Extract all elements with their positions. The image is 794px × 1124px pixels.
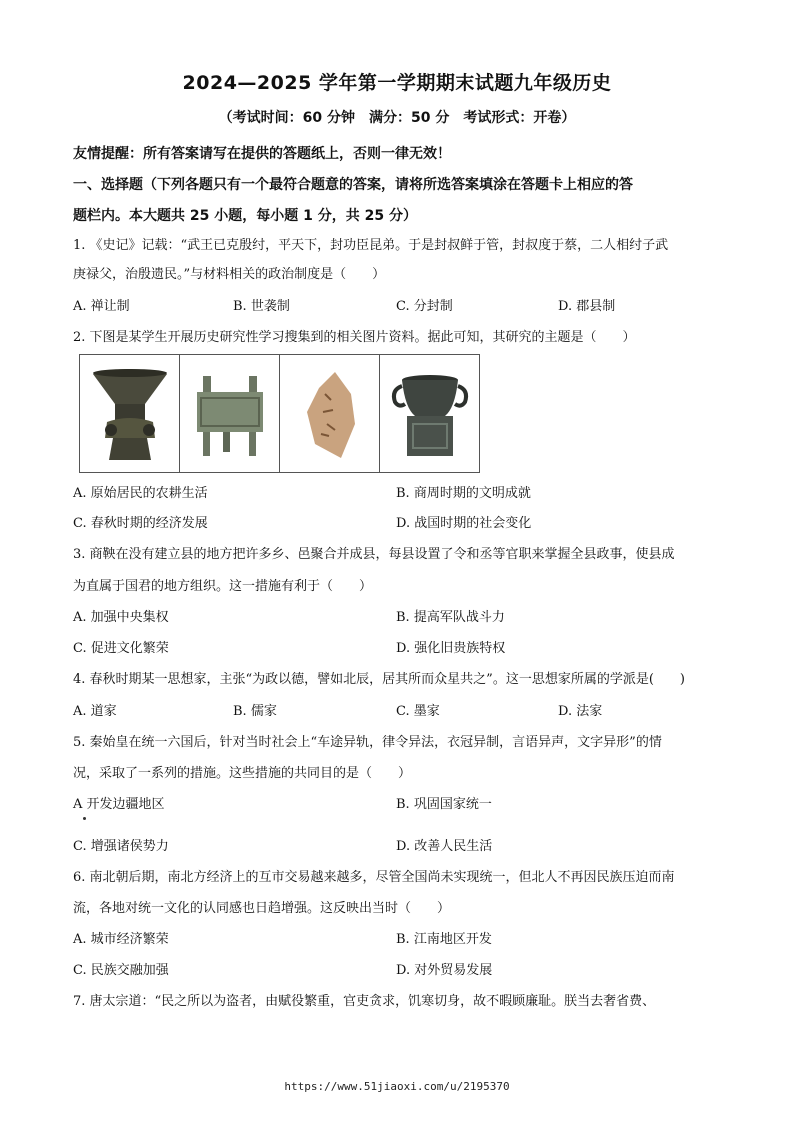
q1-stem-2: 庚禄父，治殷遗民。”与材料相关的政治制度是（ ） xyxy=(73,267,386,282)
exam-title: 2024—2025 学年第一学期期末试题九年级历史 xyxy=(182,72,612,94)
q1-option-d: D. 郡县制 xyxy=(558,299,616,314)
q1-stem-1: 1. 《史记》记载：“武王已克殷纣，平天下，封功臣昆弟。于是封叔鲜于管，封叔度于蔡，二人相纣子武 xyxy=(73,238,669,253)
q2-option-b: B. 商周时期的文明成就 xyxy=(396,486,531,501)
q4-option-d: D. 法家 xyxy=(558,704,603,719)
q4-stem-1: 4. 春秋时期某一思想家，主张“为政以德，譬如北辰，居其所而众星共之”。这一思想家所属的学派是( ) xyxy=(73,672,685,687)
bronze-gui-icon xyxy=(380,355,479,472)
footer-url[interactable]: https://www.51jiaoxi.com/u/2195370 xyxy=(284,1080,510,1093)
section-heading-2: 题栏内。本大题共 25 小题，每小题 1 分，共 25 分） xyxy=(73,208,417,224)
q5-option-d: D. 改善人民生活 xyxy=(396,839,493,854)
scan-speck xyxy=(83,817,86,820)
q2-option-a: A. 原始居民的农耕生活 xyxy=(73,486,208,501)
q6-option-c: C. 民族交融加强 xyxy=(73,963,169,978)
q3-option-b: B. 提高军队战斗力 xyxy=(396,610,505,625)
exam-subtitle: （考试时间：60 分钟 满分：50 分 考试形式：开卷） xyxy=(218,110,576,126)
q6-stem-2: 流，各地对统一文化的认同感也日趋增强。这反映出当时（ ） xyxy=(73,901,451,916)
q5-stem-2: 况，采取了一系列的措施。这些措施的共同目的是（ ） xyxy=(73,766,412,781)
q2-option-c: C. 春秋时期的经济发展 xyxy=(73,516,208,531)
q6-option-b: B. 江南地区开发 xyxy=(396,932,492,947)
bronze-ding-icon xyxy=(180,355,280,472)
q6-option-d: D. 对外贸易发展 xyxy=(396,963,493,978)
q4-option-b: B. 儒家 xyxy=(233,704,277,719)
oracle-bone-icon xyxy=(280,355,380,472)
reminder: 友情提醒：所有答案请写在提供的答题纸上，否则一律无效！ xyxy=(73,146,451,162)
q5-option-b: B. 巩固国家统一 xyxy=(396,797,492,812)
q5-option-a: A 开发边疆地区 xyxy=(73,797,165,812)
q2-option-d: D. 战国时期的社会变化 xyxy=(396,516,532,531)
q2-stem-1: 2. 下图是某学生开展历史研究性学习搜集到的相关图片资料。据此可知，其研究的主题是（ ） xyxy=(73,330,636,345)
section-heading-1: 一、选择题（下列各题只有一个最符合题意的答案，请将所选答案填涂在答题卡上相应的答 xyxy=(73,177,633,193)
q1-option-a: A. 禅让制 xyxy=(73,299,130,314)
q3-option-c: C. 促进文化繁荣 xyxy=(73,641,169,656)
q3-stem-1: 3. 商鞅在没有建立县的地方把许多乡、邑聚合并成县，每县设置了令和丞等官职来掌握全县政事，使县成 xyxy=(73,547,675,562)
q6-stem-1: 6. 南北朝后期，南北方经济上的互市交易越来越多，尽管全国尚未实现统一，但北人不再因民族压迫而南 xyxy=(73,870,675,885)
q3-option-a: A. 加强中央集权 xyxy=(73,610,169,625)
bronze-zun-icon xyxy=(80,355,180,472)
q5-option-c: C. 增强诸侯势力 xyxy=(73,839,169,854)
q4-option-c: C. 墨家 xyxy=(396,704,440,719)
q5-stem-1: 5. 秦始皇在统一六国后，针对当时社会上“车途异轨，律令异法，衣冠异制，言语异声，文字异形”的情 xyxy=(73,735,662,750)
q3-option-d: D. 强化旧贵族特权 xyxy=(396,641,506,656)
q1-option-c: C. 分封制 xyxy=(396,299,453,314)
q4-option-a: A. 道家 xyxy=(73,704,117,719)
q3-stem-2: 为直属于国君的地方组织。这一措施有利于（ ） xyxy=(73,579,373,594)
q2-image-strip xyxy=(79,354,480,473)
q6-option-a: A. 城市经济繁荣 xyxy=(73,932,169,947)
q7-stem-1: 7. 唐太宗道：“民之所以为盗者，由赋役繁重，官吏贪求，饥寒切身，故不暇顾廉耻。朕当去奢省费、 xyxy=(73,994,656,1009)
q1-option-b: B. 世袭制 xyxy=(233,299,290,314)
